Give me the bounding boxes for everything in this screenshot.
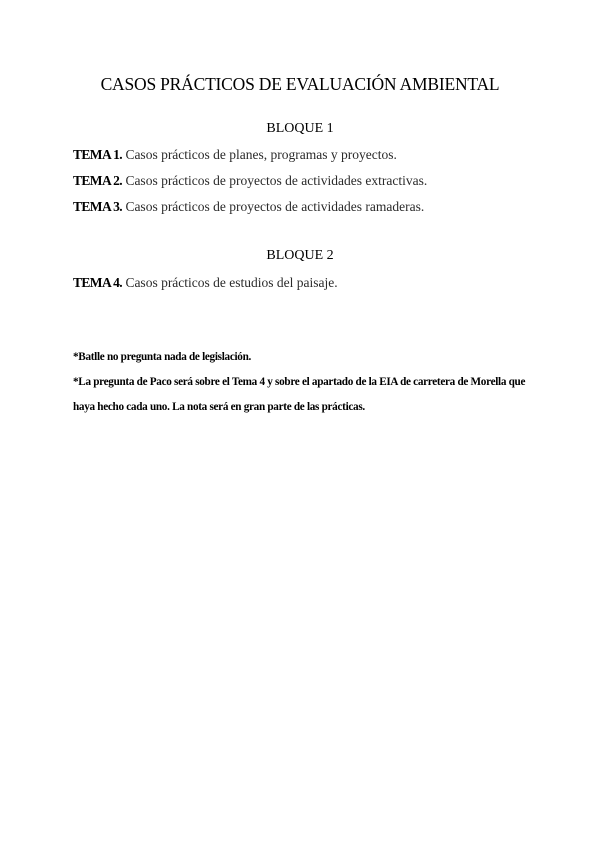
topic-1-number: TEMA 1. — [73, 147, 123, 162]
topic-4-text: Casos prácticos de estudios del paisaje. — [122, 275, 338, 290]
block-1-heading: BLOQUE 1 — [266, 121, 334, 136]
note-paco: *La pregunta de Paco será sobre el Tema 4 y sobre el apartado de la EIA de carretera de Morella que haya hecho cada uno. La nota será en gran parte de las prácticas. — [73, 376, 526, 413]
topic-2-number: TEMA 2. — [73, 173, 123, 188]
topic-4-number: TEMA 4. — [73, 275, 123, 290]
topic-1-text: Casos prácticos de planes, programas y proyectos. — [122, 147, 397, 162]
topic-3 — [73, 199, 424, 215]
topic-3-text: Casos prácticos de proyectos de actividades ramaderas. — [122, 199, 425, 214]
topic-4 — [73, 275, 338, 291]
document-title: CASOS PRÁCTICOS DE EVALUACIÓN AMBIENTAL — [100, 74, 500, 94]
topic-2 — [73, 173, 427, 189]
topic-3-number: TEMA 3. — [73, 199, 123, 214]
note-batlle: *Batlle no pregunta nada de legislación. — [73, 351, 252, 363]
block-2-heading: BLOQUE 2 — [266, 248, 334, 263]
topic-2-text: Casos prácticos de proyectos de actividades extractivas. — [122, 173, 428, 188]
topic-1 — [73, 147, 397, 163]
